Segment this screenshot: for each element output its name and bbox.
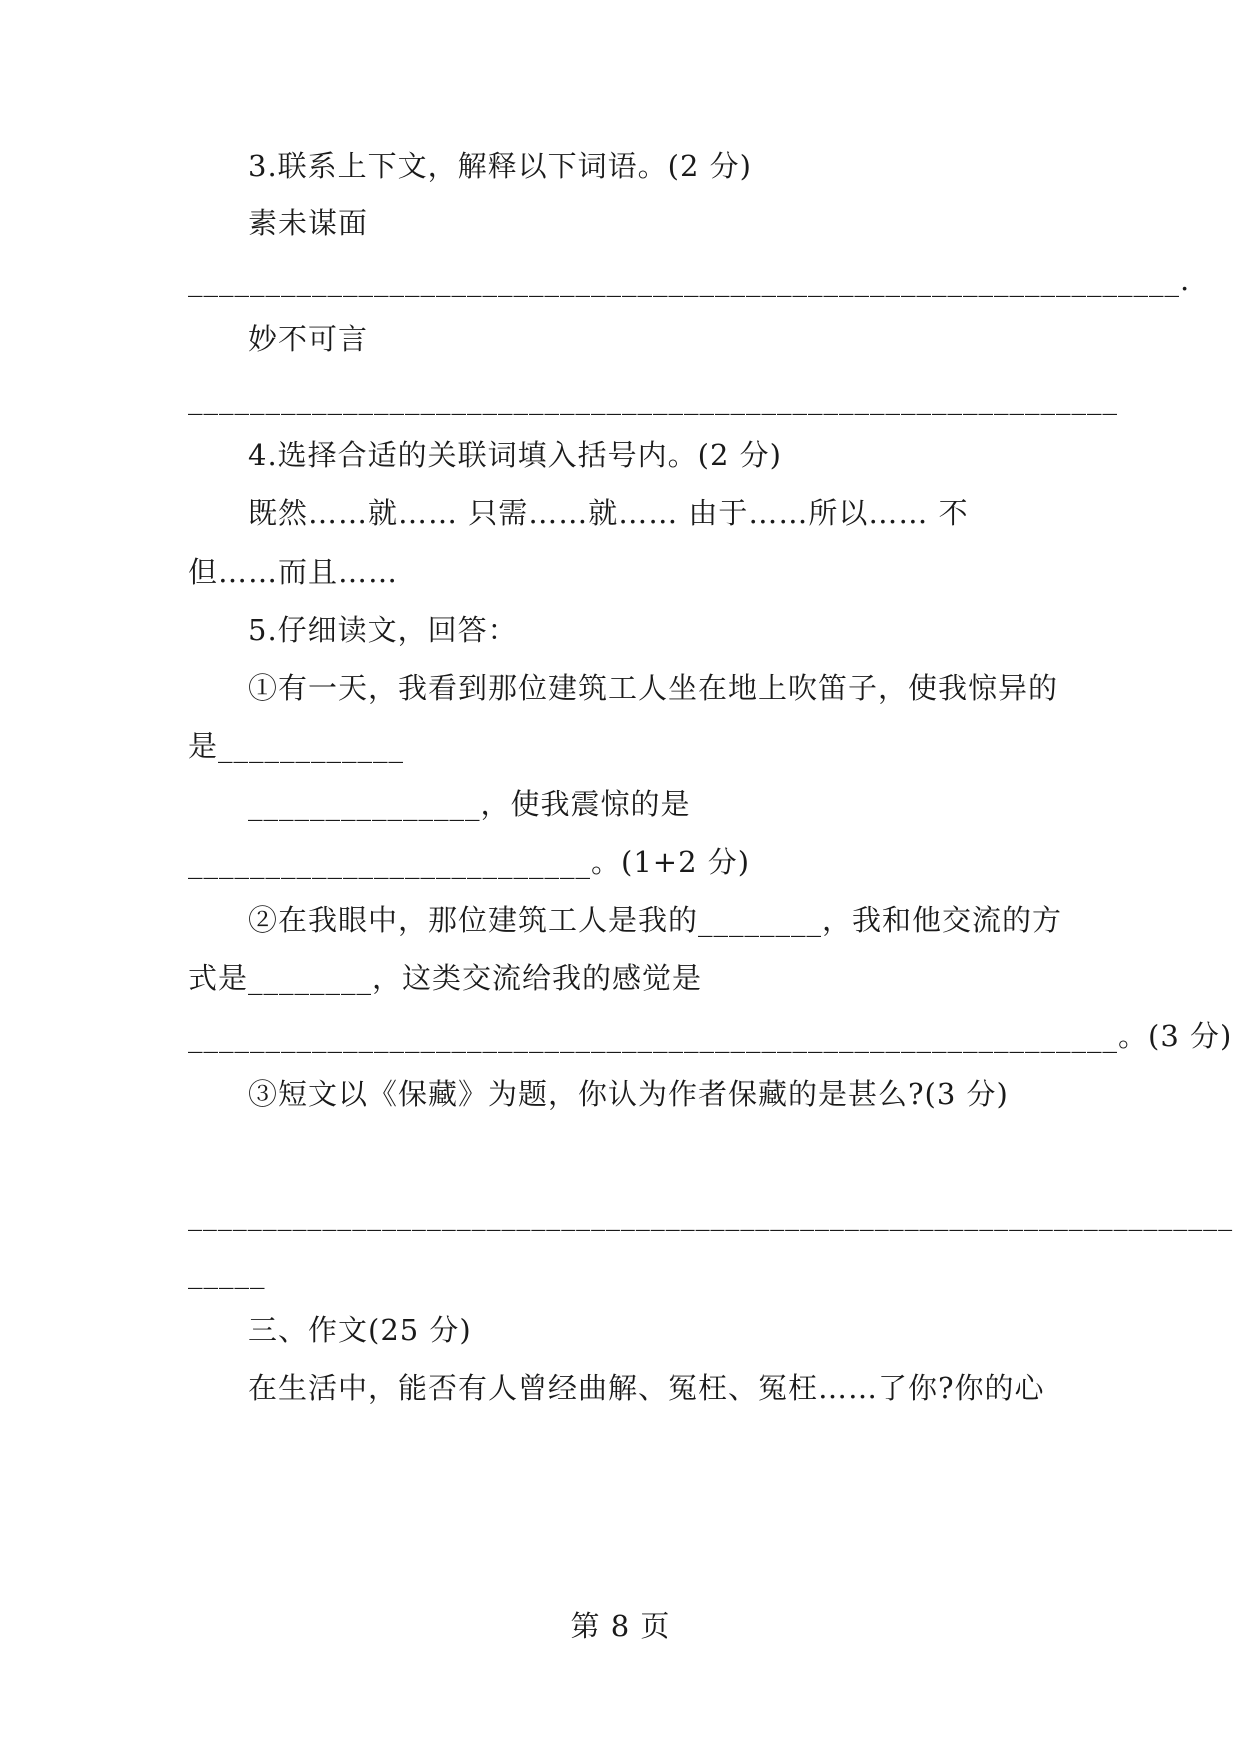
- q5-part3-line-1: ③短文以《保藏》为题，你认为作者保藏的是甚么?(3 分): [248, 1077, 1009, 1111]
- q5-part3-answer-blank-1: ______________________________________________________________________: [188, 1197, 1233, 1231]
- q3-answer-blank-1: ________________________________________________________________.: [188, 263, 1191, 297]
- section3-title: 三、作文(25 分): [248, 1313, 472, 1347]
- q5-part2-line-3: ____________________________________________________________。(3 分): [188, 1019, 1233, 1053]
- q5-part1-line-4: __________________________。(1+2 分): [188, 845, 751, 879]
- q4-options-line-1: 既然……就…… 只需……就…… 由于……所以…… 不: [248, 496, 969, 530]
- q3-word-1: 素未谋面: [248, 206, 369, 240]
- q5-part2-line-1: ②在我眼中，那位建筑工人是我的________，我和他交流的方: [248, 903, 1063, 937]
- q5-part1-line-3: _______________，使我震惊的是: [248, 787, 691, 821]
- q5-part2-line-2: 式是________，这类交流给我的感觉是: [188, 961, 703, 995]
- q3-answer-blank-2: ____________________________________________________________: [188, 381, 1118, 415]
- section3-line-1: 在生活中，能否有人曾经曲解、冤枉、冤枉……了你?你的心: [248, 1371, 1045, 1405]
- page-number: 第 8 页: [570, 1609, 671, 1643]
- q5-part1-line-2: 是____________: [188, 729, 405, 763]
- q5-part1-line-1: ①有一天，我看到那位建筑工人坐在地上吹笛子，使我惊异的: [248, 671, 1059, 705]
- q3-title: 3.联系上下文，解释以下词语。(2 分): [248, 149, 752, 183]
- q4-title: 4.选择合适的关联词填入括号内。(2 分): [248, 438, 782, 472]
- q3-word-2: 妙不可言: [248, 322, 369, 356]
- q5-part3-answer-blank-2: _____: [188, 1255, 266, 1289]
- q4-options-line-2: 但……而且……: [188, 555, 399, 589]
- q5-title: 5.仔细读文，回答：: [248, 613, 518, 647]
